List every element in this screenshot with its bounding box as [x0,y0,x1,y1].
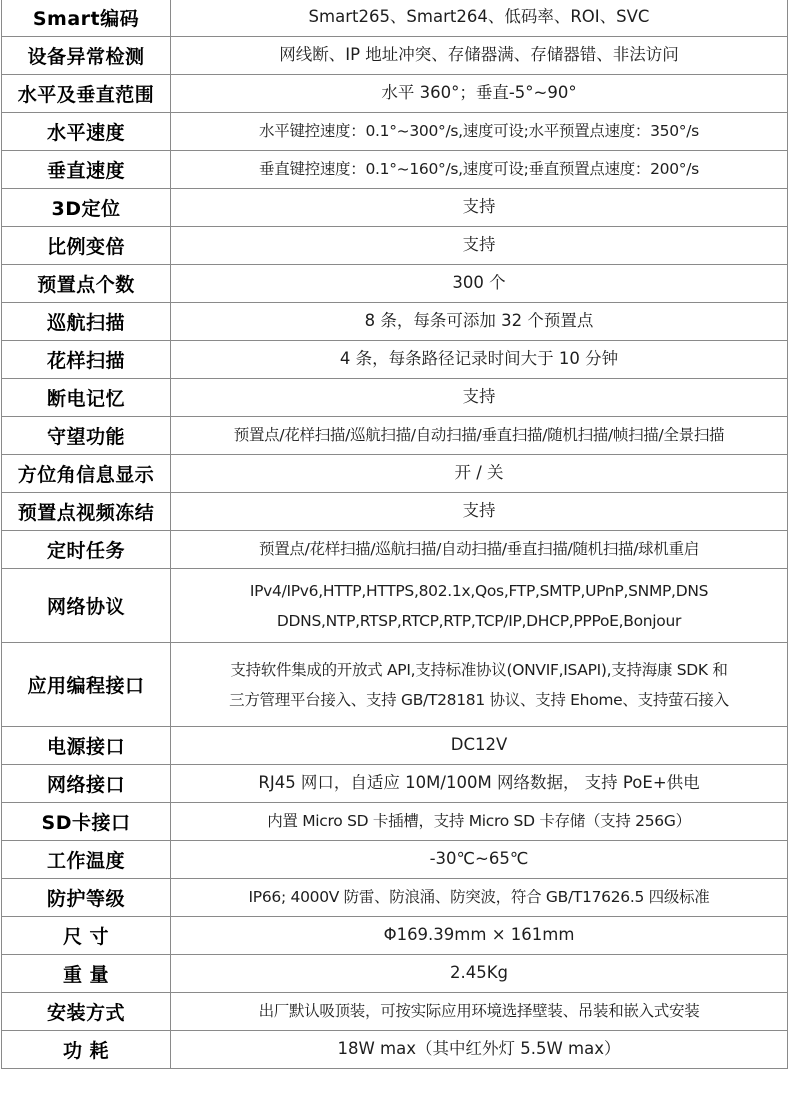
table-row [2,113,788,151]
row-label: 方位角信息显示 [2,455,171,493]
row-value: 300 个 [171,265,788,303]
table-row [2,417,788,455]
row-value: Smart265、Smart264、低码率、ROI、SVC [171,0,788,37]
row-label: 应用编程接口 [2,643,171,727]
table-row [2,955,788,993]
row-label: 守望功能 [2,417,171,455]
row-value: 支持 [171,227,788,265]
row-label: Smart编码 [2,0,171,37]
row-label: 工作温度 [2,841,171,879]
row-value: 水平键控速度：0.1°~300°/s,速度可设;水平预置点速度：350°/s [171,113,788,151]
spec-table [1,0,788,1069]
row-value: 支持 [171,379,788,417]
row-value-line: 三方管理平台接入、支持 GB/T28181 协议、支持 Ehome、支持萤石接入 [229,690,729,709]
table-row [2,803,788,841]
table-row [2,265,788,303]
row-value: IP66; 4000V 防雷、防浪涌、防突波，符合 GB/T17626.5 四级标准 [171,879,788,917]
table-row [2,643,788,727]
row-value [171,643,788,727]
row-label: 防护等级 [2,879,171,917]
row-value: 预置点/花样扫描/巡航扫描/自动扫描/垂直扫描/随机扫描/球机重启 [171,531,788,569]
row-label: 断电记忆 [2,379,171,417]
table-row [2,531,788,569]
row-value: 支持 [171,493,788,531]
row-label: 3D定位 [2,189,171,227]
table-row [2,493,788,531]
row-label: 定时任务 [2,531,171,569]
row-label: 巡航扫描 [2,303,171,341]
row-value: 开 / 关 [171,455,788,493]
table-row [2,455,788,493]
table-row [2,37,788,75]
row-value-line: IPv4/IPv6,HTTP,HTTPS,802.1x,Qos,FTP,SMTP,UPnP,SNMP,DNS [249,581,709,600]
row-label: 网络协议 [2,569,171,643]
row-value: 预置点/花样扫描/巡航扫描/自动扫描/垂直扫描/随机扫描/帧扫描/全景扫描 [171,417,788,455]
table-row [2,993,788,1031]
table-row [2,303,788,341]
row-label: 安装方式 [2,993,171,1031]
table-row [2,1031,788,1069]
row-value: 8 条，每条可添加 32 个预置点 [171,303,788,341]
row-value: 出厂默认吸顶装，可按实际应用环境选择壁装、吊装和嵌入式安装 [171,993,788,1031]
table-row [2,879,788,917]
row-label: SD卡接口 [2,803,171,841]
table-row [2,151,788,189]
table-row [2,569,788,643]
row-value: 4 条，每条路径记录时间大于 10 分钟 [171,341,788,379]
row-label: 尺 寸 [2,917,171,955]
row-label: 功 耗 [2,1031,171,1069]
row-value: DC12V [171,727,788,765]
table-row [2,917,788,955]
row-label: 重 量 [2,955,171,993]
row-label: 垂直速度 [2,151,171,189]
table-row [2,227,788,265]
row-label: 水平及垂直范围 [2,75,171,113]
table-row [2,189,788,227]
row-value: 网线断、IP 地址冲突、存储器满、存储器错、非法访问 [171,37,788,75]
row-label: 网络接口 [2,765,171,803]
row-label: 电源接口 [2,727,171,765]
row-value: 内置 Micro SD 卡插槽，支持 Micro SD 卡存储（支持 256G） [171,803,788,841]
table-row [2,841,788,879]
table-row [2,765,788,803]
table-row [2,341,788,379]
row-value: 垂直键控速度：0.1°~160°/s,速度可设;垂直预置点速度：200°/s [171,151,788,189]
row-label: 花样扫描 [2,341,171,379]
table-row [2,0,788,37]
row-value [171,569,788,643]
row-value-line: 支持软件集成的开放式 API,支持标准协议(ONVIF,ISAPI),支持海康 SDK 和 [230,660,728,679]
row-value: 2.45Kg [171,955,788,993]
row-label: 预置点个数 [2,265,171,303]
row-label: 水平速度 [2,113,171,151]
row-label: 预置点视频冻结 [2,493,171,531]
table-row [2,75,788,113]
table-row [2,727,788,765]
table-row [2,379,788,417]
row-value: 18W max（其中红外灯 5.5W max） [171,1031,788,1069]
row-value: 支持 [171,189,788,227]
row-label: 比例变倍 [2,227,171,265]
row-value: Φ169.39mm × 161mm [171,917,788,955]
row-value-line: DDNS,NTP,RTSP,RTCP,RTP,TCP/IP,DHCP,PPPoE,Bonjour [276,611,682,630]
row-value: RJ45 网口，自适应 10M/100M 网络数据， 支持 PoE+供电 [171,765,788,803]
row-value: -30℃~65℃ [171,841,788,879]
row-label: 设备异常检测 [2,37,171,75]
row-value: 水平 360°；垂直-5°~90° [171,75,788,113]
